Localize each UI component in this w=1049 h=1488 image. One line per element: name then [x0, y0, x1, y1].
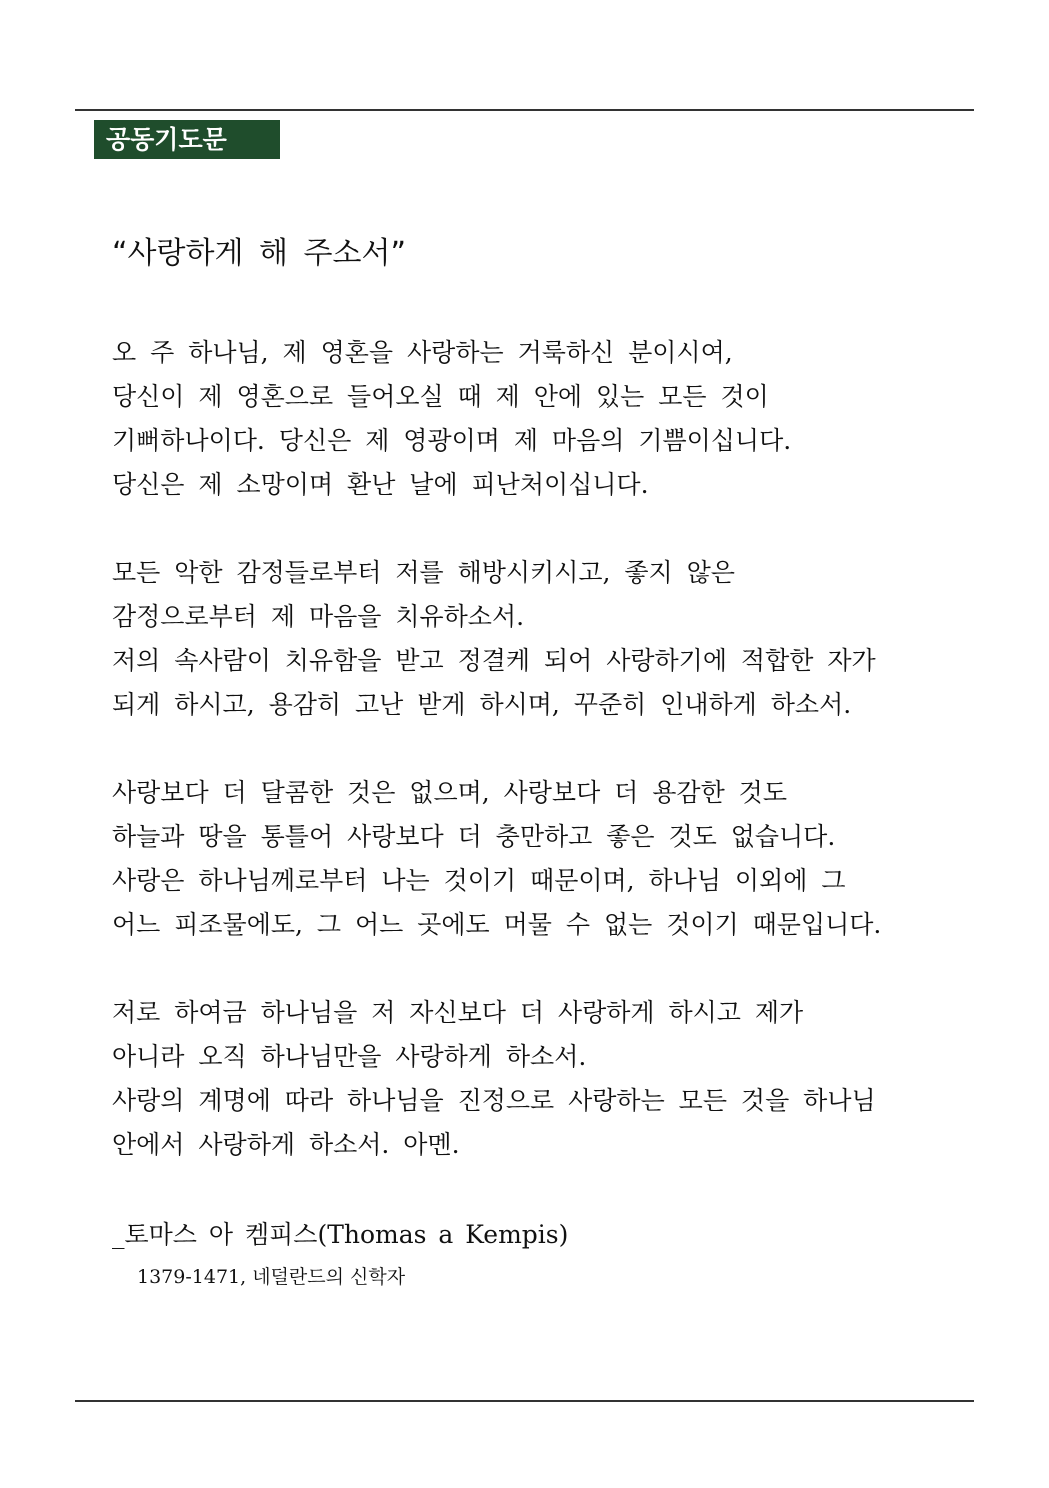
top-divider	[75, 109, 974, 111]
text-line: 감정으로부터 제 마음을 치유하소서.	[112, 602, 525, 631]
text-line: 하늘과 땅을 통틀어 사랑보다 더 충만하고 좋은 것도 없습니다.	[112, 822, 836, 851]
section-label: 공동기도문	[94, 120, 280, 159]
text-line: 사랑보다 더 달콤한 것은 없으며, 사랑보다 더 용감한 것도	[112, 778, 787, 807]
paragraph-4	[112, 991, 952, 1167]
text-line: 안에서 사랑하게 하소서. 아멘.	[112, 1130, 460, 1159]
text-line: 저로 하여금 하나님을 저 자신보다 더 사랑하게 하시고 제가	[112, 998, 804, 1027]
text-line: 되게 하시고, 용감히 고난 받게 하시며, 꾸준히 인내하게 하소서.	[112, 690, 852, 719]
text-line: 어느 피조물에도, 그 어느 곳에도 머물 수 없는 것이기 때문입니다.	[112, 910, 882, 939]
text-line: 저의 속사람이 치유함을 받고 정결케 되어 사랑하기에 적합한 자가	[112, 646, 876, 675]
author-attribution: _토마스 아 켐피스(Thomas a Kempis)	[112, 1220, 569, 1249]
text-line: 오 주 하나님, 제 영혼을 사랑하는 거룩하신 분이시여,	[112, 338, 733, 367]
text-line: 아니라 오직 하나님만을 사랑하게 하소서.	[112, 1042, 587, 1071]
paragraph-2	[112, 551, 952, 727]
paragraph-3	[112, 771, 952, 947]
text-line: 사랑은 하나님께로부터 나는 것이기 때문이며, 하나님 이외에 그	[112, 866, 846, 895]
text-line: 기뻐하나이다. 당신은 제 영광이며 제 마음의 기쁨이십니다.	[112, 426, 792, 455]
text-line: 모든 악한 감정들로부터 저를 해방시키시고, 좋지 않은	[112, 558, 735, 587]
paragraph-1	[112, 331, 952, 507]
prayer-body	[112, 331, 952, 1167]
text-line: 사랑의 계명에 따라 하나님을 진정으로 사랑하는 모든 것을 하나님	[112, 1086, 876, 1115]
text-line: 당신은 제 소망이며 환난 날에 피난처이십니다.	[112, 470, 649, 499]
bottom-divider	[75, 1400, 974, 1402]
author-info: 1379-1471, 네덜란드의 신학자	[137, 1266, 406, 1288]
prayer-title: “사랑하게 해 주소서”	[112, 236, 406, 271]
text-line: 당신이 제 영혼으로 들어오실 때 제 안에 있는 모든 것이	[112, 382, 769, 411]
